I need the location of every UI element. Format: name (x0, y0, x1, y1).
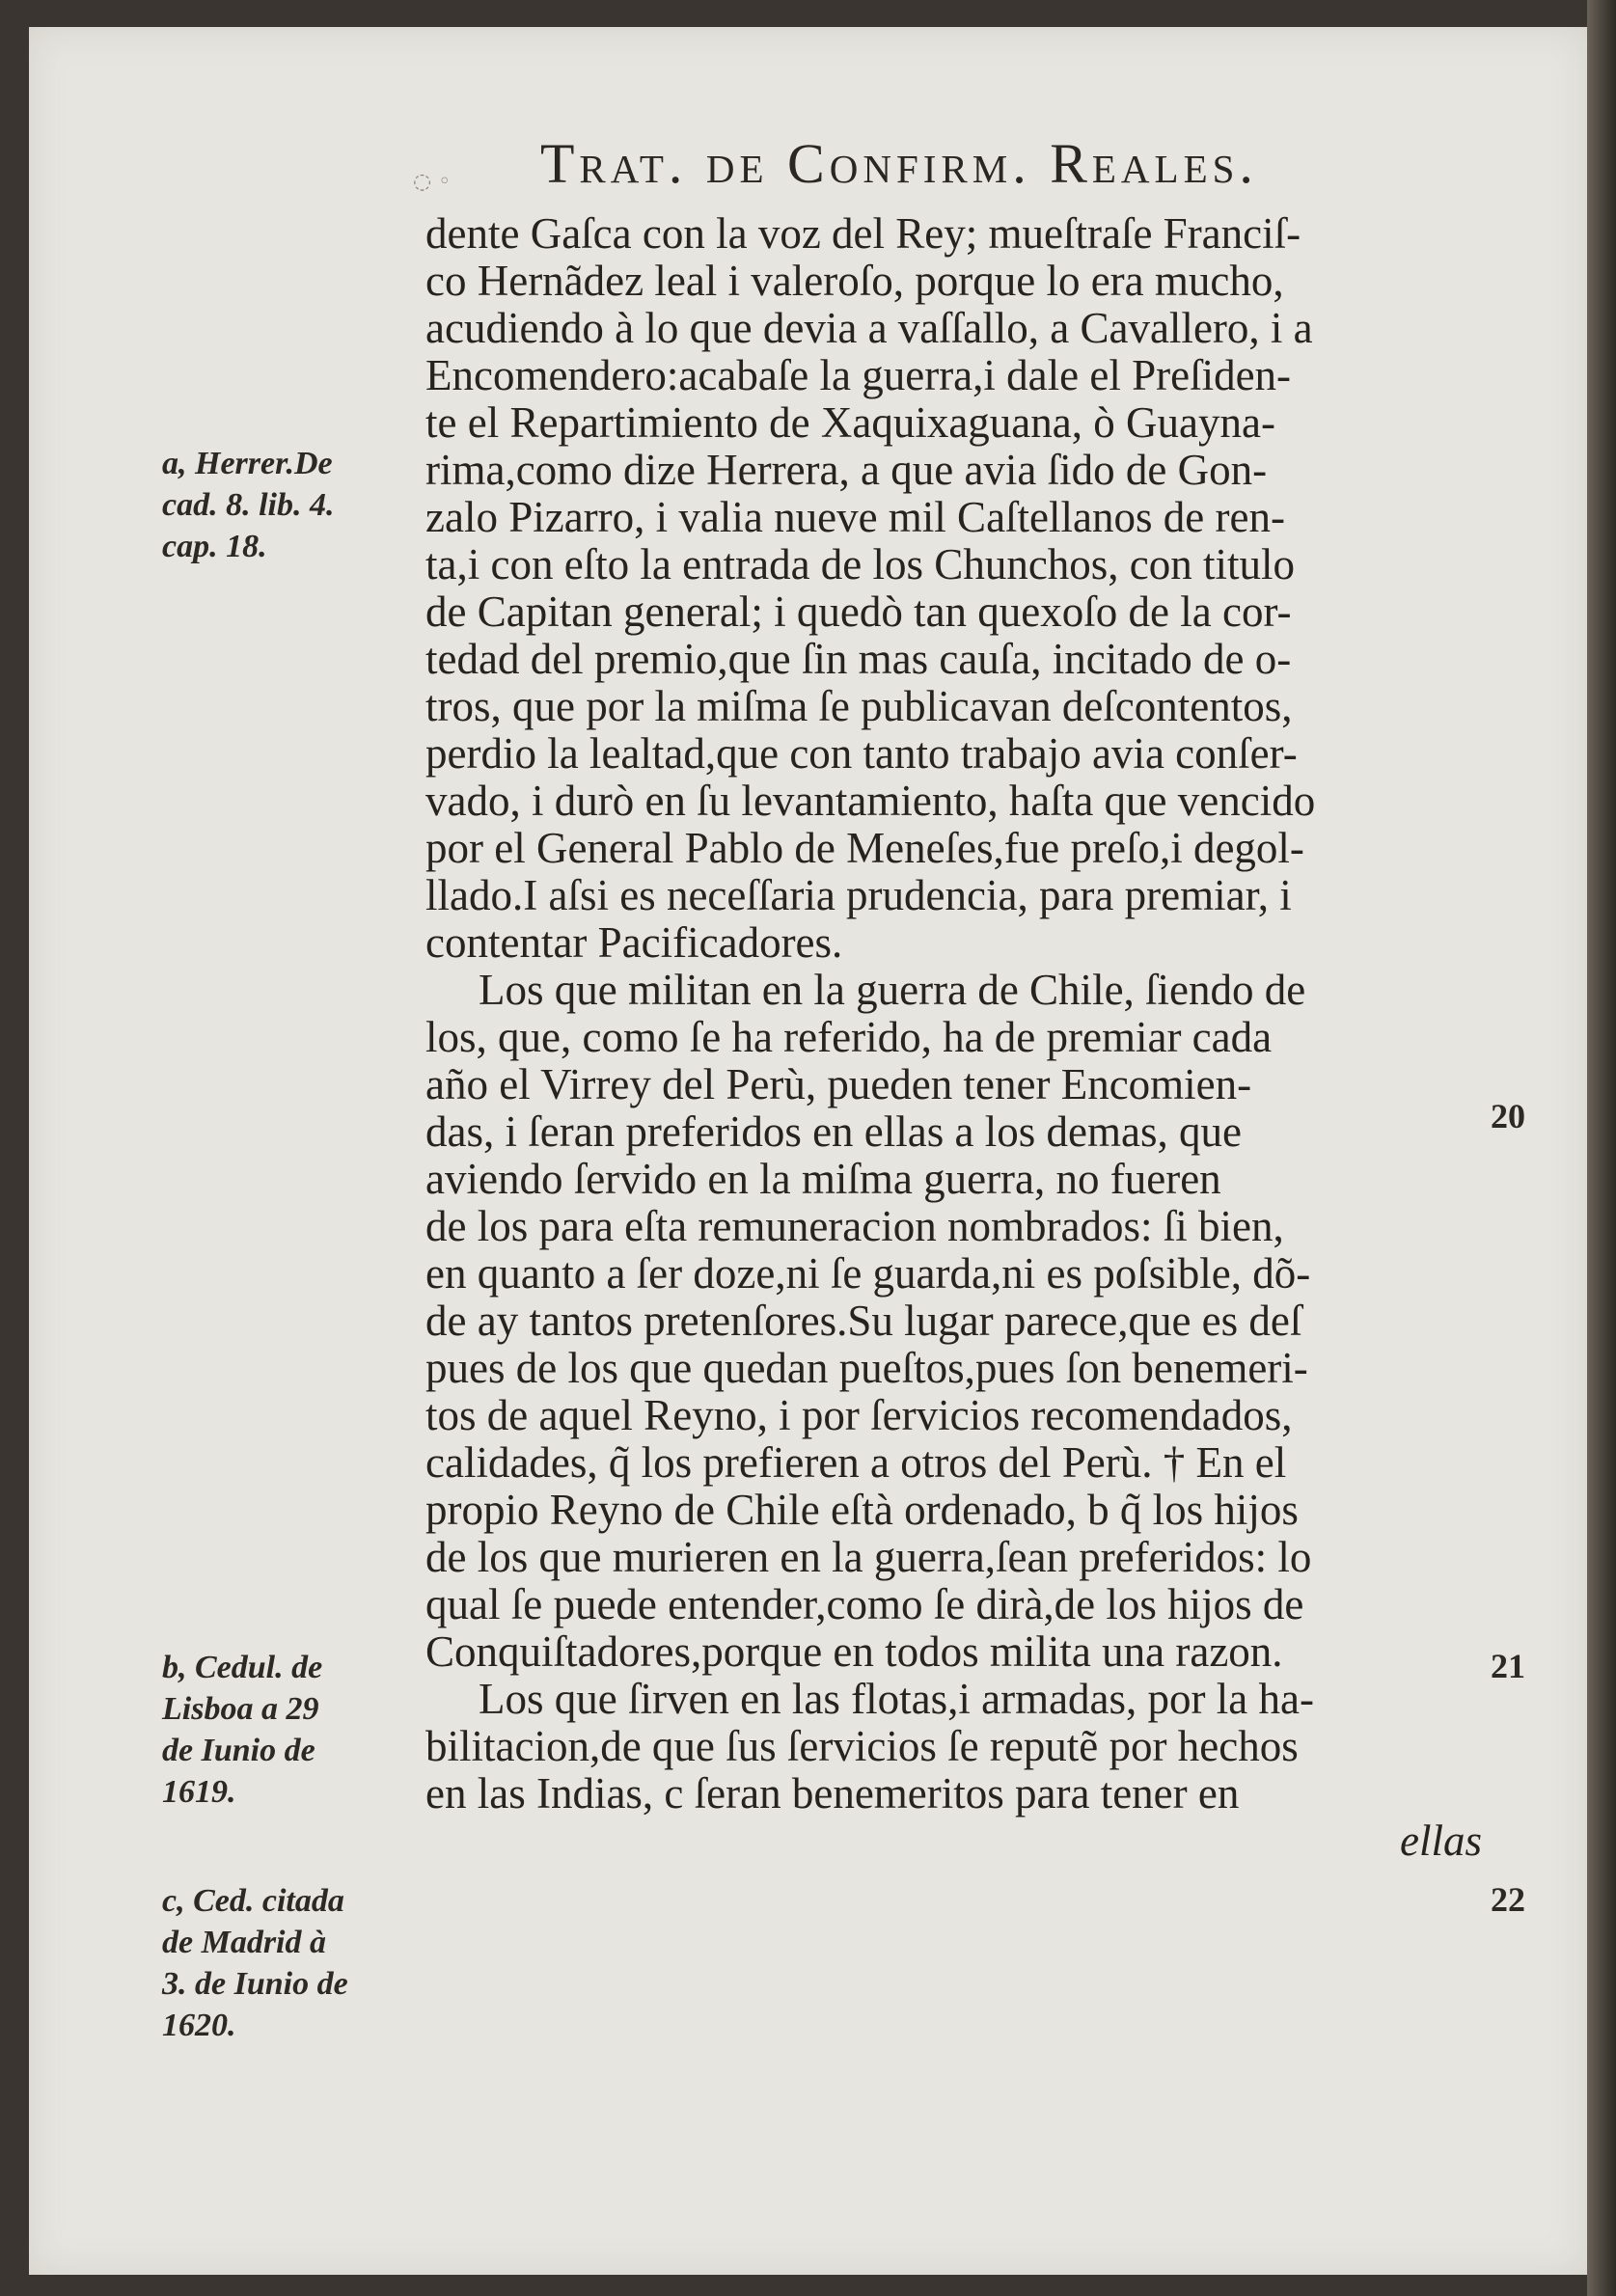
text-line: pues de los que quedan pueſtos,pues ſon benemeri- (425, 1344, 1308, 1392)
text-line: de ay tantos pretenſores.Su lugar parece,que es deſ (425, 1297, 1302, 1345)
text-line: contentar Pacificadores. (425, 918, 843, 967)
paragraph-number: 22 (1491, 1880, 1525, 1919)
text-line: rima,como dize Herrera, a que avia ſido de Gon- (425, 446, 1268, 494)
margin-note-b: 1619. (162, 1774, 236, 1810)
text-line: de Capitan general; i quedò tan quexoſo de la cor- (425, 588, 1292, 636)
text-line: vado, i durò en ſu levantamiento, haſta que vencido (425, 777, 1316, 825)
running-title: Trat. de Confirm. Reales. (540, 132, 1258, 195)
text-line: das, i ſeran preferidos en ellas a los demas, que (425, 1107, 1242, 1156)
margin-note-a: a, Herrer.De (162, 446, 333, 481)
text-line: aviendo ſervido en la miſma guerra, no fueren (425, 1155, 1221, 1203)
margin-note-c: 3. de Iunio de (162, 1966, 348, 2002)
text-line: bilitacion,de que ſus ſervicios ſe reputẽ por hechos (425, 1722, 1299, 1770)
text-line: Los que militan en la guerra de Chile, ſiendo de (479, 966, 1306, 1014)
text-line: los, que, como ſe ha referido, ha de premiar cada (425, 1013, 1273, 1061)
text-line: calidades, q̃ los prefieren a otros del Perù. † En el (425, 1438, 1287, 1487)
text-line: tros, que por la miſma ſe publicavan deſcontentos, (425, 682, 1293, 730)
text-line: co Hernãdez leal i valeroſo, porque lo era mucho, (425, 257, 1284, 305)
text-line: acudiendo à lo que devia a vaſſallo, a Cavallero, i a (425, 304, 1313, 352)
text-line: Encomendero:acabaſe la guerra,i dale el Preſiden- (425, 351, 1292, 399)
text-line: ta,i con eſto la entrada de los Chunchos, con titulo (425, 540, 1296, 588)
text-line: año el Virrey del Perù, pueden tener Encomien- (425, 1060, 1252, 1108)
text-line: dente Gaſca con la voz del Rey; mueſtraſe Franciſ- (425, 209, 1301, 258)
paragraph-number: 20 (1491, 1097, 1525, 1135)
text-line: te el Repartimiento de Xaquixaguana, ò Guayna- (425, 398, 1275, 447)
book-page (29, 27, 1587, 2275)
text-line: zalo Pizarro, i valia nueve mil Caſtellanos de ren- (425, 493, 1285, 541)
catchword: ellas (1400, 1817, 1482, 1865)
margin-note-c: 1620. (162, 2008, 236, 2043)
margin-note-a: cap. 18. (162, 529, 267, 564)
text-line: tedad del premio,que ſin mas cauſa, incitado de o- (425, 635, 1292, 683)
book-edge (1587, 0, 1616, 2296)
margin-note-c: c, Ced. citada (162, 1883, 344, 1919)
text-line: qual ſe puede entender,como ſe dirà,de los hijos de (425, 1580, 1304, 1628)
paragraph-number: 21 (1491, 1647, 1525, 1685)
margin-note-b: Lisboa a 29 (162, 1691, 319, 1727)
text-line: tos de aquel Reyno, i por ſervicios recomendados, (425, 1391, 1293, 1439)
margin-note-a: cad. 8. lib. 4. (162, 487, 335, 523)
text-line: perdio la lealtad,que con tanto trabajo avia conſer- (425, 729, 1298, 778)
text-line: en quanto a ſer doze,ni ſe guarda,ni es poſsible, dõ- (425, 1249, 1311, 1298)
text-line: de los para eſta remuneracion nombrados: ſi bien, (425, 1202, 1284, 1250)
margin-note-c: de Madrid à (162, 1925, 326, 1960)
text-line: propio Reyno de Chile eſtà ordenado, b q̃ los hijos (425, 1486, 1299, 1534)
text-line: Conquiſtadores,porque en todos milita una razon. (425, 1627, 1283, 1676)
text-line: Los que ſirven en las flotas,i armadas, por la ha- (479, 1675, 1314, 1723)
text-line: por el General Pablo de Meneſes,fue preſo,i degol- (425, 824, 1304, 872)
text-line: en las Indias, c ſeran benemeritos para tener en (425, 1769, 1240, 1818)
margin-note-b: de Iunio de (162, 1733, 315, 1768)
ink-blot-icon: ◌ ◦ (413, 170, 452, 194)
text-line: de los que murieren en la guerra,ſean preferidos: lo (425, 1533, 1312, 1581)
text-line: llado.I aſsi es neceſſaria prudencia, para premiar, i (425, 871, 1292, 919)
margin-note-b: b, Cedul. de (162, 1650, 323, 1685)
